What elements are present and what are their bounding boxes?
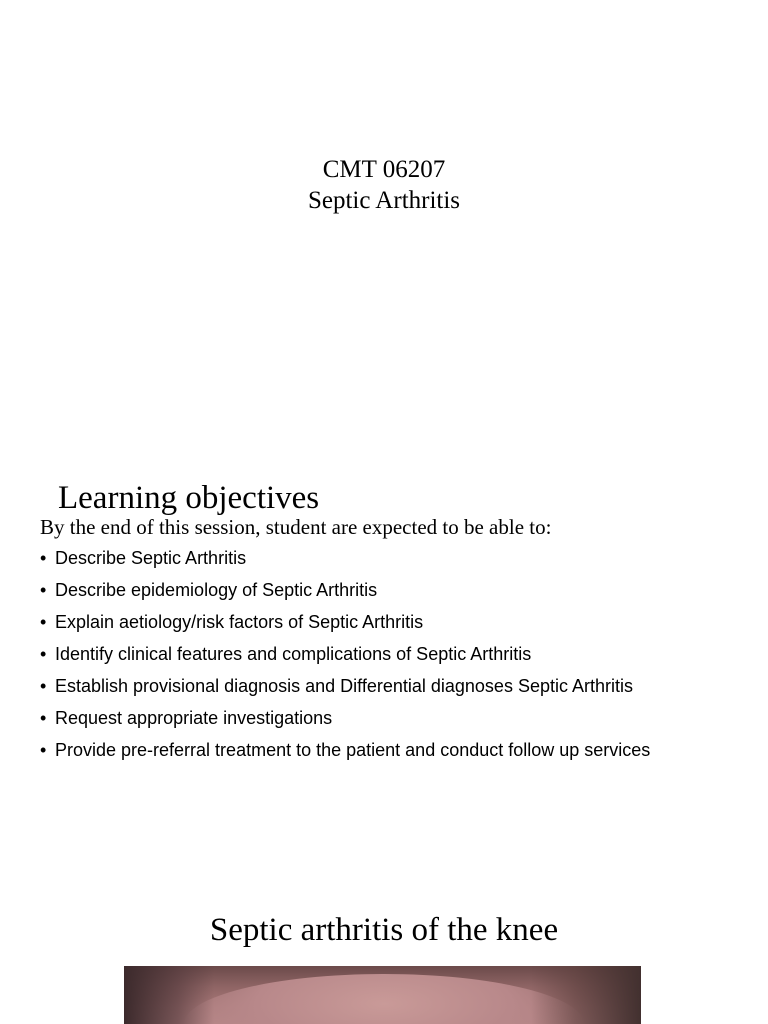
objective-text: Establish provisional diagnosis and Differential diagnoses Septic Arthritis [55,676,633,696]
objective-item [40,738,700,762]
objective-item [40,674,700,698]
objectives-list [40,546,700,770]
objective-item [40,578,700,602]
bullet-icon: • [40,612,47,632]
objective-item [40,610,700,634]
objective-text: Identify clinical features and complications of Septic Arthritis [55,644,532,664]
bullet-icon: • [40,676,47,696]
objective-text: Provide pre-referral treatment to the patient and conduct follow up services [55,740,651,760]
bullet-icon: • [40,548,47,568]
title-slide [0,154,768,216]
objectives-intro: By the end of this session, student are expected to be able to: [40,515,552,539]
objective-text: Describe epidemiology of Septic Arthritis [55,580,378,600]
knee-skin-shape [184,974,584,1024]
objective-item [40,546,700,570]
image-slide-title: Septic arthritis of the knee [209,912,559,948]
knee-photo [124,966,641,1024]
objectives-heading: Learning objectives [58,480,320,516]
objective-text: Request appropriate investigations [55,708,333,728]
bullet-icon: • [40,708,47,728]
bullet-icon: • [40,740,47,760]
objective-text: Explain aetiology/risk factors of Septic Arthritis [55,612,424,632]
objective-text: Describe Septic Arthritis [55,548,247,568]
objective-item [40,642,700,666]
course-topic: Septic Arthritis [307,187,461,214]
objective-item [40,706,700,730]
photo-shadow-left [124,966,214,1024]
photo-shadow-right [531,966,641,1024]
course-code: CMT 06207 [322,156,446,183]
bullet-icon: • [40,644,47,664]
bullet-icon: • [40,580,47,600]
